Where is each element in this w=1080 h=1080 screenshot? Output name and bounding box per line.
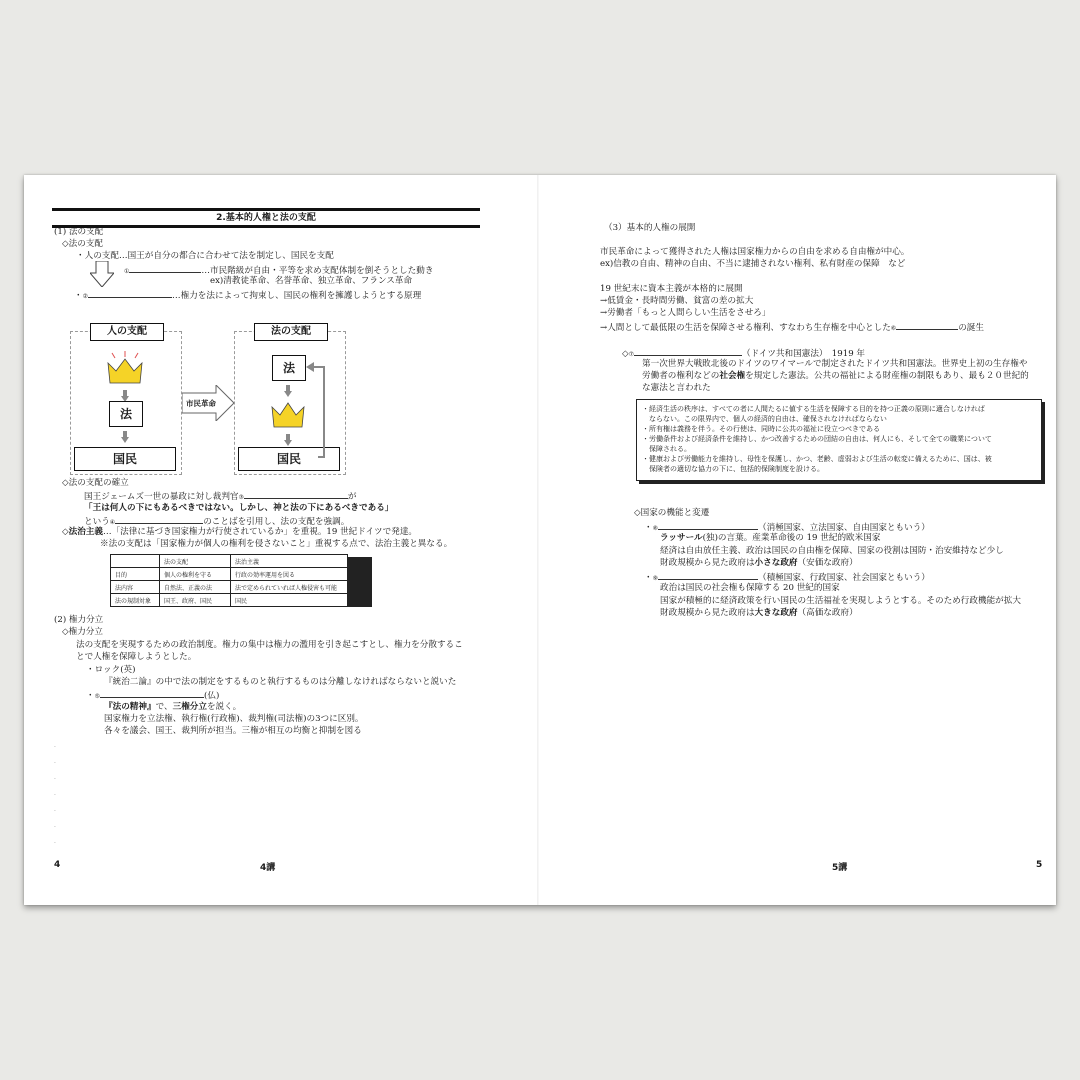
fill-blank-8[interactable] [658,521,758,530]
fill-blank-4[interactable] [115,515,203,524]
text-line: →低賃金・長時間労働、貧富の差の拡大 [600,296,754,306]
text-line: 市民革命によって獲得された人権は国家権力からの自由を求める自由権が中心。 [600,247,910,257]
text-line: ・⑨ （積極国家、行政国家、社会国家ともいう） [644,573,930,583]
subheading: ◇国家の機能と変遷 [634,508,710,518]
right-page [540,175,1056,905]
revolution-label: 市民革命 [186,399,216,408]
page-number: 4 [54,860,61,870]
text-line: 各々を議会、国王、裁判所が担当。三権が相互の均衡と抑制を図る [104,726,362,736]
arrow-icon [284,382,292,394]
text-line: 政治は国民の社会権も保障する 20 世紀的国家 [660,583,840,593]
text-line: 国家が積極的に経済政策を行い国民の生活福祉を実現しようとする。そのため行政機能が拡大 [660,596,1021,606]
left-page [24,175,538,905]
text-line: ① …市民階級が自由・平等を求め支配体制を倒そうとした動き [124,266,434,276]
fill-blank-1[interactable] [129,264,201,273]
text-line: 国王ジェームズ一世の暴政に対し裁判官③ が [84,492,357,502]
subheading: ◇権力分立 [62,627,103,637]
arrow-icon [121,387,129,399]
figure-title-rule-of-law: 法の支配 [254,323,328,341]
comparison-table: 法の支配 法治主義 目的 個人の権利を守る 行政の効率運用を図る 法内容 自然法、正義の法 法で定められていれば人権侵害も可能 法の規制対象 国王、政府、国民 国民 [110,554,348,607]
subheading: ◇法の支配 [62,239,103,249]
excerpt-line: ならない。この限界内で、個人の経済的自由は、確保されなければならない [642,415,887,423]
text-line: ラッサール(独)の言葉。産業革命後の 19 世紀的欧米国家 [660,533,881,543]
figure-title-rule-of-man: 人の支配 [90,323,164,341]
section-heading: (1) 法の支配 [54,227,104,237]
faint-guide-dots: · · · · · · · [54,744,56,847]
fill-blank-2[interactable] [88,289,172,298]
textbook-spread [24,175,1056,905]
crown-icon [106,351,144,385]
text-line: な憲法と言われた [642,383,711,393]
text-line: ・人の支配…国王が自分の都合に合わせて法を制定し、国民を支配 [76,251,334,261]
excerpt-line: ・労働条件および経済条件を維持し、かつ改善するための団結の自由は、何人にも、そして全ての職業について [642,435,992,443]
crown-icon [270,397,306,429]
fill-blank-5[interactable] [100,689,204,698]
text-line: →人間として最低限の生活を保障させる権利、すなわち生存権を中心とした⑥ の誕生 [600,323,984,333]
page-number: 5 [1036,860,1043,870]
excerpt-line: 保険者の適切な協力の下に、包括的保険制度を設ける。 [642,465,824,473]
excerpt-line: ・経済生活の秩序は、すべての者に人間たるに値する生活を保障する目的を持つ正義の原則に適合しなければ [642,405,985,413]
section-heading: （3）基本的人権の展開 [604,223,696,233]
text-line: ・⑤ (仏) [86,691,220,701]
figure-law-box: 法 [109,401,143,427]
text-line: という④ のことばを引用し、法の支配を強調。 [84,517,350,527]
text-line: ※法の支配は「国家権力が個人の権利を侵さないこと」重視する点で、法治主義と異なる。 [100,539,453,549]
text-line: ・ロック(英) [86,665,136,675]
down-arrow-icon [90,261,114,287]
fill-blank-9[interactable] [658,571,758,580]
figure-law-box: 法 [272,355,306,381]
text-line: 19 世紀末に資本主義が本格的に展開 [600,284,743,294]
fill-blank-3[interactable] [244,490,348,499]
text-line: 『法の精神』で、三権分立を説く。 [104,702,242,712]
chapter-header: 2.基本的人権と法の支配 [52,208,480,228]
text-line: ・② …権力を法によって拘束し、国民の権利を擁護しようとする原理 [74,291,422,301]
section-heading: (2) 権力分立 [54,615,104,625]
text-line: とで人権を保障しようとした。 [76,652,197,662]
text-line: 経済は自由放任主義、政治は国民の自由権を保障、国家の役割は国防・治安維持など少し [660,546,1004,556]
text-line: ・⑧ （消極国家、立法国家、自由国家ともいう） [644,523,930,533]
excerpt-line: 保障される。 [642,445,691,453]
figure-people-box: 国民 [238,447,340,471]
text-line: 『統治二論』の中で法の制定をするものと執行するものは分離しなければならないと説いた [104,677,457,687]
text-line: 労働者の権利などの社会権を規定した憲法。公共の福祉による財産権の制限もあり、最も２０世紀的 [642,371,1029,381]
subheading: ◇法の支配の確立 [62,478,129,488]
figure-people-box: 国民 [74,447,176,471]
text-line: ◇法治主義…「法律に基づき国家権力が行使されているか」を重視。19 世紀ドイツで発達。 [62,527,418,537]
lesson-label: 5講 [832,863,848,873]
fill-blank-7[interactable] [634,347,742,356]
excerpt-line: ・所有権は義務を伴う。その行使は、同時に公共の福祉に役立つべきである [642,425,880,433]
text-line: 国家権力を立法権、執行権(行政権)、裁判権(司法権)の3つに区別。 [104,714,364,724]
feedback-arrow-icon [304,361,330,461]
text-line: →労働者「もっと人間らしい生活をさせろ」 [600,308,771,318]
lesson-label: 4講 [260,863,276,873]
arrow-icon [284,431,292,443]
fill-blank-6[interactable] [896,321,958,330]
text-line: 第一次世界大戦敗北後のドイツのワイマールで制定されたドイツ共和国憲法。世界史上初の生存権や [642,359,1028,369]
text-line: ex)清教徒革命、名誉革命、独立革命、フランス革命 [210,276,413,286]
text-line: 財政規模から見た政府は小さな政府（安価な政府） [660,558,858,568]
quote-line: 「王は何人の下にもあるべきではない。しかし、神と法の下にあるべきである」 [84,503,394,513]
arrow-icon [121,428,129,440]
text-line: ex)信教の自由、精神の自由、不当に逮捕されない権利、私有財産の保障 など [600,259,906,269]
text-line: ◇⑦ （ドイツ共和国憲法） 1919 年 [622,349,865,359]
text-line: 財政規模から見た政府は大きな政府（高価な政府） [660,608,858,618]
text-line: 法の支配を実現するための政治制度。権力の集中は権力の濫用を引き起こすとし、権力を分散するこ [76,640,463,650]
excerpt-line: ・健康および労働能力を維持し、母性を保護し、かつ、老齢、虚弱および生活の転変に備えるために、国は、被 [642,455,992,463]
